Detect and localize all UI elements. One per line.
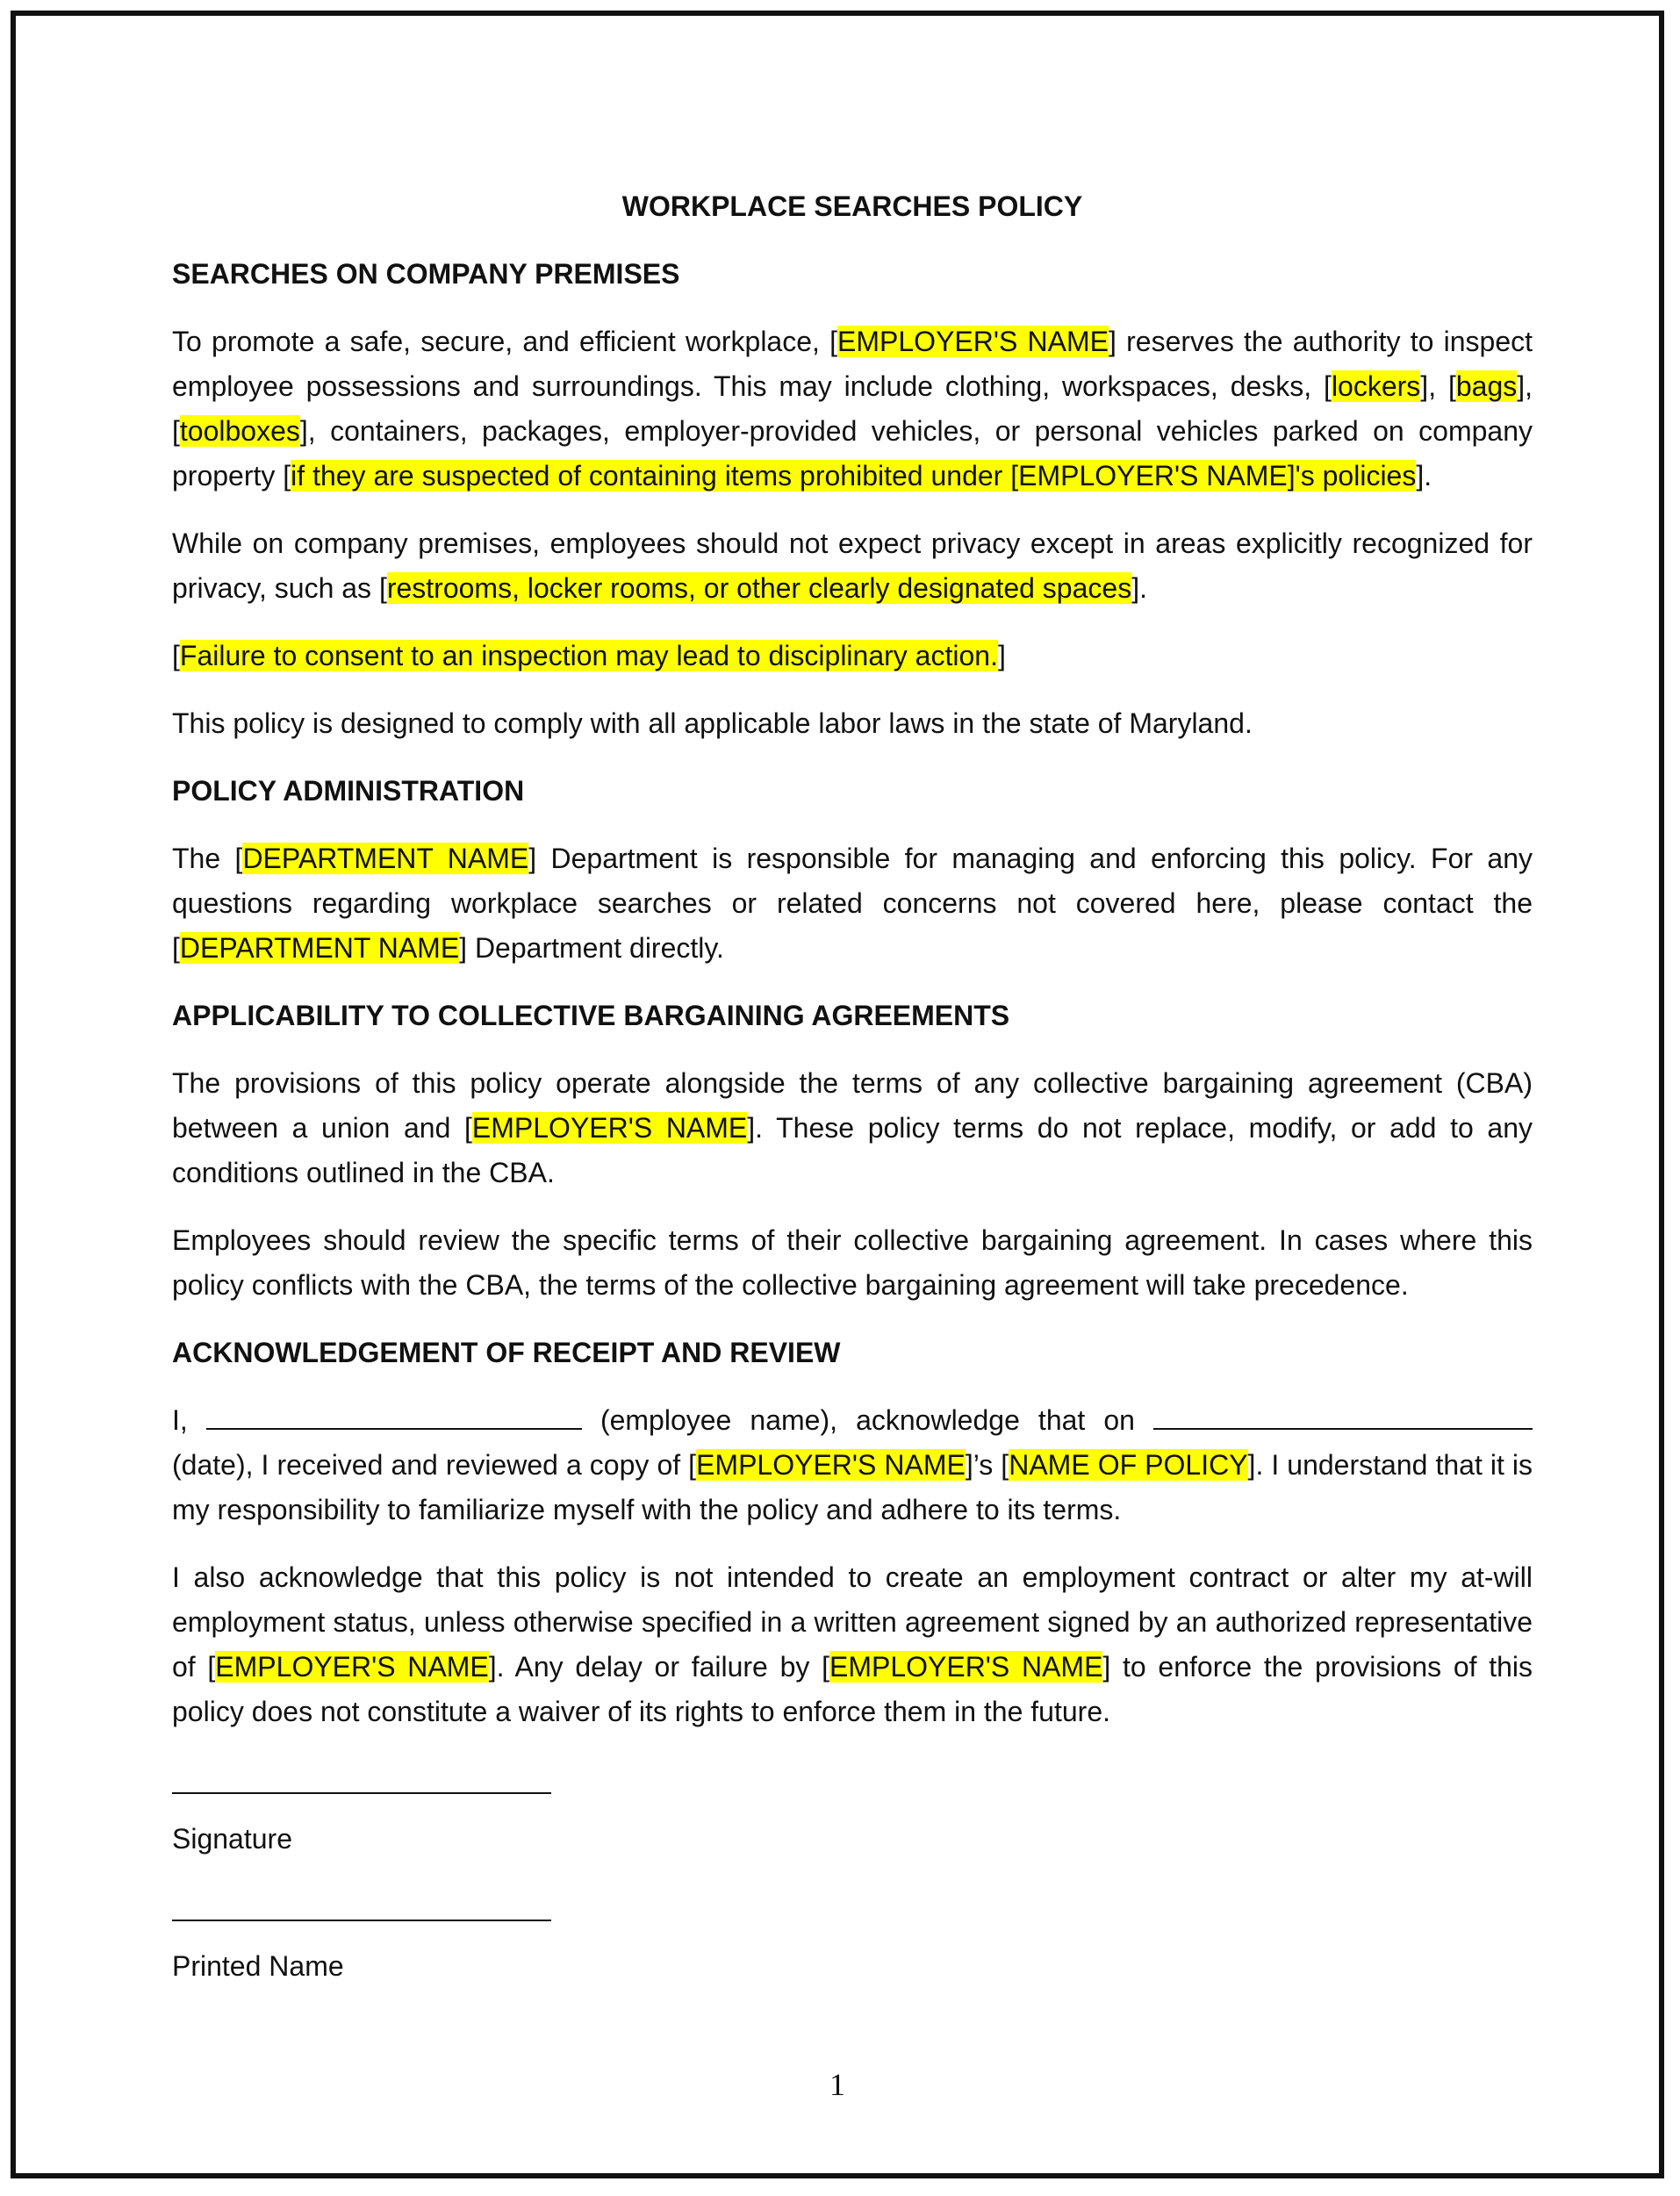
date-blank[interactable] — [1153, 1398, 1533, 1430]
section-heading-administration: POLICY ADMINISTRATION — [172, 775, 525, 807]
acknowledgement-paragraph-2 — [172, 1555, 1533, 1734]
highlight-placeholder: toolboxes — [179, 415, 300, 447]
text-run: (employee name), acknowledge that on — [599, 1404, 1135, 1436]
printed-name-label: Printed Name — [172, 1950, 344, 1982]
highlight-placeholder: DEPARTMENT NAME — [242, 843, 529, 874]
text-run: ], [ — [1420, 370, 1456, 402]
text-run: I, — [172, 1404, 188, 1436]
highlight-placeholder: EMPLOYER'S NAME — [837, 326, 1109, 357]
premises-paragraph-4: This policy is designed to comply with all applicable labor laws in the state of Maryland. — [172, 707, 1253, 739]
signature-label: Signature — [172, 1823, 292, 1855]
text-run: ], [ — [172, 370, 1533, 447]
text-run: The provisions of this policy operate alongside the terms of any collective bargaining agreement (CBA) between a union and [ — [172, 1067, 1533, 1144]
text-run: ], containers, packages, employer-provided vehicles, or personal vehicles parked on company property [ — [172, 415, 1533, 492]
text-run: ]. — [1416, 460, 1432, 492]
document-page — [11, 11, 1664, 2178]
premises-paragraph-2 — [172, 521, 1533, 611]
premises-paragraph-3 — [172, 634, 1533, 678]
highlight-placeholder: restrooms, locker rooms, or other clearly designated spaces — [386, 572, 1132, 604]
text-run: ] Department is responsible for managing and enforcing this policy. For any questions regarding workplace searches or related concerns not covered here, please contact the [ — [172, 843, 1533, 964]
text-run: ]. Any delay or failure by [ — [488, 1651, 829, 1683]
highlight-placeholder: bags — [1455, 370, 1518, 402]
highlight-placeholder: EMPLOYER'S NAME — [696, 1449, 966, 1481]
text-run: I also acknowledge that this policy is not intended to create an employment contract or alter my at-will employment status, unless otherwise specified in a written agreement signed by an authorized representative of [ — [172, 1561, 1533, 1683]
section-heading-cba: APPLICABILITY TO COLLECTIVE BARGAINING AGREEMENTS — [172, 1000, 1010, 1031]
administration-paragraph-1 — [172, 836, 1533, 971]
text-run: ]. I understand that it is my responsibility to familiarize myself with the policy and adhere to its terms. — [172, 1449, 1533, 1525]
acknowledgement-paragraph-1 — [172, 1398, 1533, 1532]
text-run: (date), I received and reviewed a copy of [ — [172, 1449, 697, 1481]
text-run: ]. These policy terms do not replace, modify, or add to any conditions outlined in the CBA. — [172, 1112, 1533, 1188]
highlight-placeholder: Failure to consent to an inspection may lead to disciplinary action. — [179, 640, 998, 671]
document-body — [172, 184, 1533, 2012]
document-title: WORKPLACE SEARCHES POLICY — [621, 190, 1083, 222]
text-run: ] to enforce the provisions of this policy does not constitute a waiver of its rights to enforce them in the future. — [172, 1651, 1533, 1727]
highlight-placeholder: EMPLOYER'S NAME — [829, 1651, 1103, 1683]
signature-line[interactable] — [172, 1766, 551, 1794]
cba-paragraph-2: Employees should review the specific terms of their collective bargaining agreement. In cases where this policy conflicts with the CBA, the terms of the collective bargaining agreement will take precedence. — [172, 1224, 1533, 1301]
text-run: [ — [172, 640, 180, 671]
text-run: ]’s [ — [965, 1449, 1009, 1481]
text-run: To promote a safe, secure, and efficient workplace, [ — [172, 326, 838, 357]
employee-name-blank[interactable] — [206, 1398, 582, 1430]
highlight-placeholder: EMPLOYER'S NAME — [215, 1651, 489, 1683]
highlight-placeholder: DEPARTMENT NAME — [179, 932, 460, 964]
text-run: ]. — [1131, 572, 1147, 604]
cba-paragraph-1 — [172, 1061, 1533, 1195]
highlight-placeholder: NAME OF POLICY — [1009, 1449, 1248, 1481]
section-heading-acknowledgement: ACKNOWLEDGEMENT OF RECEIPT AND REVIEW — [172, 1337, 841, 1368]
highlight-placeholder: lockers — [1331, 370, 1421, 402]
text-run: The [ — [172, 843, 243, 874]
page-number: 1 — [829, 2067, 845, 2102]
section-heading-premises: SEARCHES ON COMPANY PREMISES — [172, 258, 680, 290]
text-run: ] Department directly. — [459, 932, 724, 964]
text-run: While on company premises, employees should not expect privacy except in areas explicitly recognized for privacy, such as [ — [172, 527, 1533, 604]
printed-name-line[interactable] — [172, 1893, 551, 1921]
text-run: ] reserves the authority to inspect employee possessions and surroundings. This may include clothing, workspaces, desks, [ — [172, 326, 1533, 402]
premises-paragraph-1 — [172, 319, 1533, 499]
text-run: ] — [997, 640, 1006, 671]
highlight-placeholder: if they are suspected of containing items prohibited under [EMPLOYER'S NAME]'s policies — [291, 460, 1417, 492]
highlight-placeholder: EMPLOYER'S NAME — [471, 1112, 748, 1144]
